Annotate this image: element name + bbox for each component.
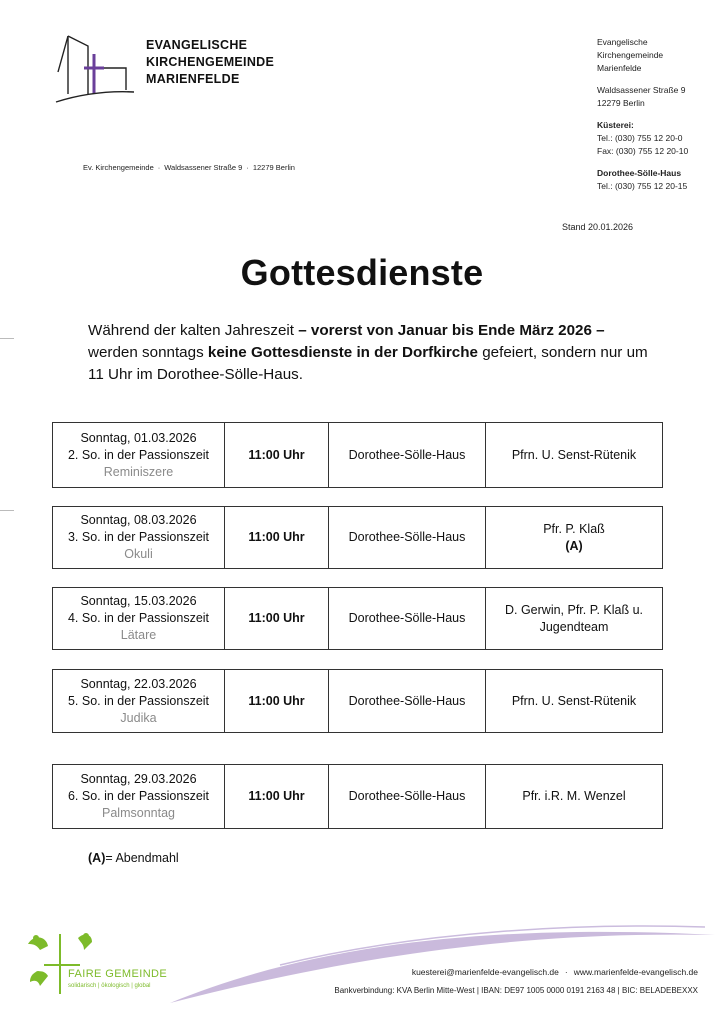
sender-name: Ev. Kirchengemeinde [83,163,154,172]
service-sunday-name: Lätare [120,628,157,642]
legend-text: = Abendmahl [105,851,179,865]
intro-bold: keine Gottesdienste in der Dorfkirche [207,344,478,361]
service-time-cell [225,423,329,487]
service-occasion: 2. So. in der Passionszeit [67,447,210,462]
service-date: Sonntag, 29.03.2026 [80,772,197,786]
service-date-cell [53,507,225,568]
service-date-cell [53,423,225,487]
separator: · [246,163,249,172]
intro-bold: – vorerst von Januar bis Ende März 2026 – [298,322,605,339]
contact-name: Evangelische [597,37,648,47]
service-pastor-cell [486,765,662,828]
sender-street: Waldsassener Straße 9 [164,163,243,172]
service-abendmahl-marker: (A) [565,538,583,553]
service-time: 11:00 Uhr [248,611,305,625]
service-occasion: 3. So. in der Passionszeit [67,530,210,544]
service-place: Dorothee-Sölle-Haus [348,789,466,803]
service-sunday-name: Reminiszere [103,464,174,479]
service-place-cell [329,765,486,828]
service-row [52,422,663,488]
service-pastor: D. Gerwin, Pfr. P. Klaß u. [504,602,643,617]
service-date: Sonntag, 15.03.2026 [80,594,197,608]
org-name [146,37,274,88]
service-row [52,506,663,569]
legend-key: (A) [88,851,106,865]
service-time-cell [225,670,329,732]
intro-text: werden sonntags [88,344,208,361]
service-pastor-cell [486,588,662,649]
footer-website-link[interactable]: www.marienfelde-evangelisch.de [573,967,698,977]
service-date: Sonntag, 22.03.2026 [80,676,197,691]
haus-label: Dorothee-Sölle-Haus [597,168,682,178]
service-row [52,669,663,733]
stand-date: Stand 20.01.2026 [562,222,634,232]
kuesterei-fax: Fax: (030) 755 12 20-10 [597,146,689,156]
swoosh-decoration-icon [160,905,720,1015]
service-pastor-cell [486,670,662,732]
service-place: Dorothee-Sölle-Haus [348,530,466,544]
contact-name: Marienfelde [597,63,642,73]
service-time: 11:00 Uhr [248,530,305,544]
service-pastor-cell [486,423,662,487]
service-place-cell [329,588,486,649]
service-occasion: 5. So. in der Passionszeit [67,693,210,708]
intro-paragraph [88,320,658,386]
sender-city: 12279 Berlin [252,163,295,172]
service-pastor: Pfr. P. Klaß [543,521,605,536]
service-place-cell [329,423,486,487]
service-time-cell [225,588,329,649]
kuesterei-label: Küsterei: [597,120,634,130]
service-time: 11:00 Uhr [248,447,305,462]
service-pastor-line2: Jugendteam [539,619,609,634]
org-name-line: MARIENFELDE [146,72,240,86]
service-place: Dorothee-Sölle-Haus [348,611,466,625]
page-title: Gottesdienste [240,252,484,293]
service-pastor: Pfrn. U. Senst-Rütenik [511,447,637,462]
faire-gemeinde-title: FAIRE GEMEINDE [68,968,168,980]
sender-address-line [83,163,295,172]
service-occasion: 6. So. in der Passionszeit [67,789,210,803]
service-time: 11:00 Uhr [248,789,305,803]
service-place-cell [329,507,486,568]
haus-tel: Tel.: (030) 755 12 20-15 [597,181,688,191]
service-place: Dorothee-Sölle-Haus [348,447,466,462]
service-place: Dorothee-Sölle-Haus [348,693,466,708]
intro-text: Während der kalten Jahreszeit [88,322,299,339]
kuesterei-tel: Tel.: (030) 755 12 20-0 [597,133,683,143]
service-date-cell [53,670,225,732]
org-name-line: KIRCHENGEMEINDE [146,55,275,69]
service-sunday-name: Okuli [124,547,153,561]
contact-name: Kirchengemeinde [597,50,664,60]
service-time-cell [225,507,329,568]
contact-city: 12279 Berlin [597,98,645,108]
footer-bank-details: Bankverbindung: KVA Berlin Mitte-West | IBAN: DE97 1005 0000 0191 2163 48 | BIC: BELADEBEXXX [334,986,698,995]
intro-text: gefeiert, sondern nur um 11 Uhr im Dorothee-Sölle-Haus. [88,344,648,383]
service-sunday-name: Judika [120,710,157,725]
service-time-cell [225,765,329,828]
service-pastor: Pfrn. U. Senst-Rütenik [511,693,637,708]
legend [88,851,179,865]
service-time: 11:00 Uhr [248,693,305,708]
separator: · [157,163,161,172]
service-row [52,764,663,829]
faire-gemeinde-subtitle: solidarisch | ökologisch | global [68,983,151,989]
service-pastor-cell [486,507,662,568]
church-logo-icon [54,28,134,106]
contact-street: Waldsassener Straße 9 [597,85,686,95]
org-name-line: EVANGELISCHE [146,38,248,52]
footer-email-link[interactable]: kuesterei@marienfelde-evangelisch.de [411,967,559,977]
footer-contact [412,967,698,977]
service-sunday-name: Palmsonntag [102,806,175,820]
margin-mark [0,338,14,339]
service-pastor: Pfr. i.R. M. Wenzel [522,789,626,803]
separator: · [564,967,568,977]
service-place-cell [329,670,486,732]
service-date: Sonntag, 08.03.2026 [80,513,197,527]
service-row [52,587,663,650]
service-date-cell [53,765,225,828]
margin-mark [0,510,14,511]
contact-block [597,36,688,193]
service-date-cell [53,588,225,649]
service-occasion: 4. So. in der Passionszeit [67,611,210,625]
service-date: Sonntag, 01.03.2026 [80,430,197,445]
